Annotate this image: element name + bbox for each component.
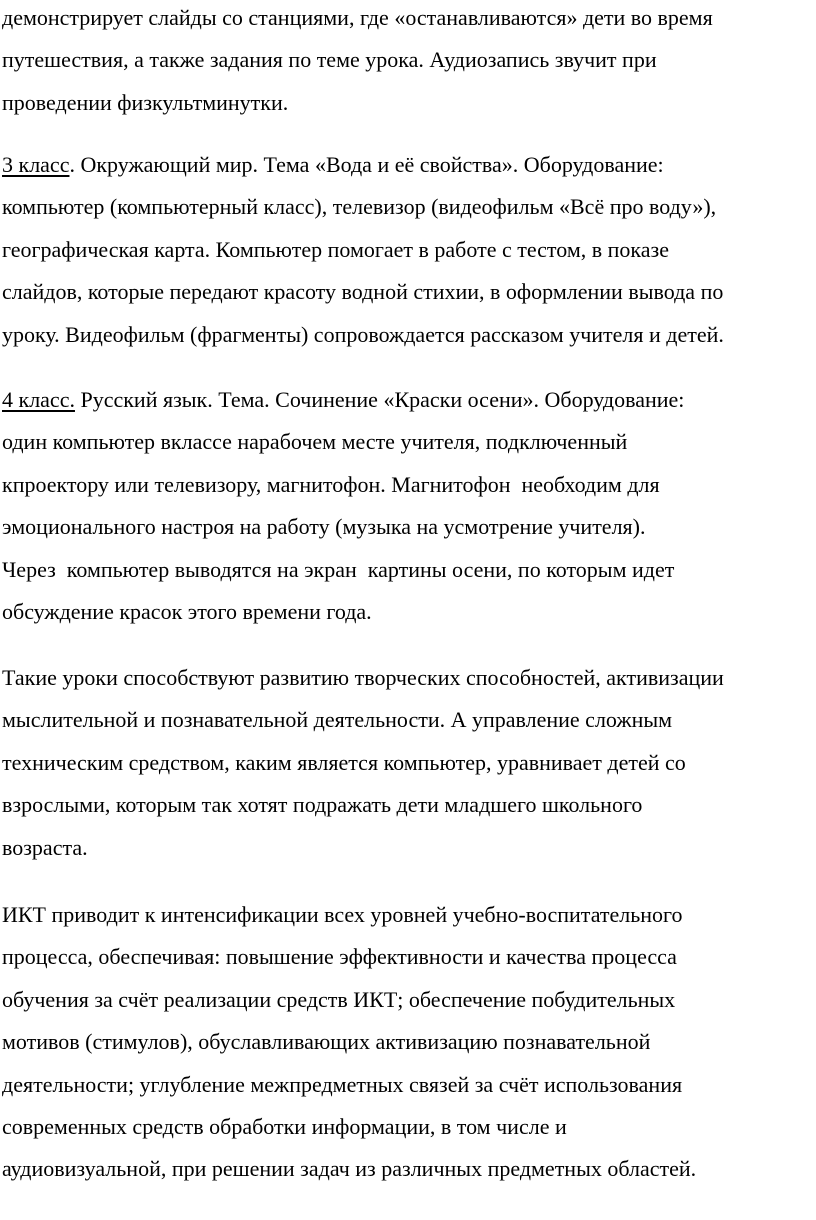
text-line: проведении физкультминутки. bbox=[2, 89, 289, 115]
paragraph-ict bbox=[2, 894, 816, 1191]
text-line: демонстрирует слайды со станциями, где «останавливаются» дети во время bbox=[2, 5, 713, 30]
text-line: возраста. bbox=[2, 834, 88, 860]
text-line: географическая карта. Компьютер помогает в работе с тестом, в показе bbox=[2, 236, 669, 262]
text-line: обучения за счёт реализации средств ИКТ; обеспечение побудительных bbox=[2, 986, 676, 1012]
paragraph-grade-3 bbox=[2, 144, 816, 356]
text-line: аудиовизуальной, при решении задач из различных предметных областей. bbox=[2, 1156, 697, 1182]
text-line: Такие уроки способствуют развитию творческих способностей, активизации bbox=[2, 665, 724, 690]
text-line: процесса, обеспечивая: повышение эффективности и качества процесса bbox=[2, 944, 677, 970]
text-line: техническим средством, каким является компьютер, уравнивает детей со bbox=[2, 749, 686, 775]
text-line: ИКТ приводит к интенсификации всех уровней учебно-воспитательного bbox=[2, 902, 683, 927]
grade-label: 3 класс bbox=[2, 152, 70, 177]
text-line: эмоционального настроя на работу (музыка на усмотрение учителя). bbox=[2, 514, 646, 540]
text-fragment: . Окружающий мир. Тема «Вода и её свойства». Оборудование: bbox=[69, 152, 664, 177]
text-line: мотивов (стимулов), обуславливающих активизацию познавательной bbox=[2, 1029, 651, 1055]
text-line: кпроектору или телевизору, магнитофон. Магнитофон необходим для bbox=[2, 471, 660, 497]
text-line: уроку. Видеофильм (фрагменты) сопровождается рассказом учителя и детей. bbox=[2, 321, 724, 347]
paragraph-benefits bbox=[2, 657, 816, 869]
text-line: современных средств обработки информации, в том числе и bbox=[2, 1114, 567, 1140]
grade-label: 4 класс. bbox=[2, 387, 75, 412]
text-line: деятельности; углубление межпредметных связей за счёт использования bbox=[2, 1071, 683, 1097]
text-line: Через компьютер выводятся на экран картины осени, по которым идет bbox=[2, 556, 675, 582]
text-line: один компьютер вклассе нарабочем месте учителя, подключенный bbox=[2, 429, 628, 455]
text-line: путешествия, а также задания по теме урока. Аудиозапись звучит при bbox=[2, 47, 657, 73]
paragraph-grade-4 bbox=[2, 379, 816, 633]
text-line: слайдов, которые передают красоту водной стихии, в оформлении вывода по bbox=[2, 279, 724, 305]
text-line: обсуждение красок этого времени года. bbox=[2, 599, 372, 625]
text-line: мыслительной и познавательной деятельности. А управление сложным bbox=[2, 707, 673, 733]
text-line: взрослыми, которым так хотят подражать дети младшего школьного bbox=[2, 792, 643, 818]
text-line bbox=[2, 379, 816, 421]
paragraph-intro bbox=[2, 0, 816, 124]
text-line: компьютер (компьютерный класс), телевизор (видеофильм «Всё про воду»), bbox=[2, 194, 717, 220]
text-fragment: Русский язык. Тема. Сочинение «Краски осени». Оборудование: bbox=[74, 387, 685, 412]
text-line bbox=[2, 144, 816, 186]
